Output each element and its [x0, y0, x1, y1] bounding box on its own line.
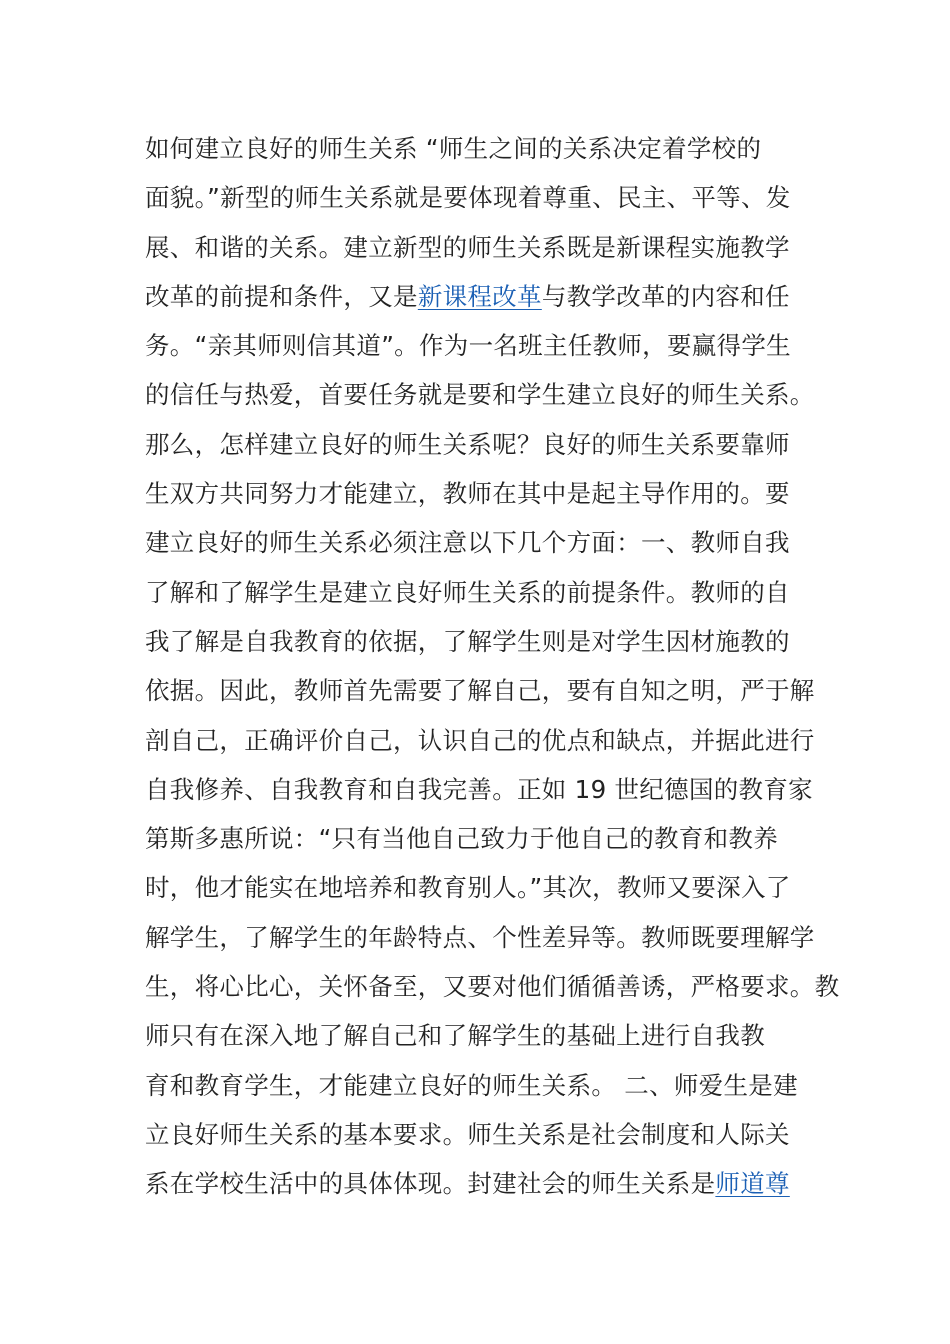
text-line: 立良好师生关系的基本要求。师生关系是社会制度和人际关: [145, 1119, 790, 1149]
text-line: 展、和谐的关系。建立新型的师生关系既是新课程实施教学: [145, 232, 790, 262]
text-line-with-link: [145, 272, 825, 321]
text-segment: 改革的前提和条件，又是: [145, 281, 418, 311]
text-segment: 系在学校生活中的具体体现。封建社会的师生关系是: [145, 1169, 716, 1199]
text-line: 面貌。”新型的师生关系就是要体现着尊重、民主、平等、发: [145, 183, 791, 213]
article-body: [145, 124, 840, 1209]
text-line: 的信任与热爱，首要任务就是要和学生建立良好的师生关系。: [145, 380, 815, 410]
text-line: 自我修养、自我教育和自我完善。正如 19 世纪德国的教育家: [145, 774, 813, 804]
text-line: 那么，怎样建立良好的师生关系呢？良好的师生关系要靠师: [145, 429, 790, 459]
text-line: 我了解是自我教育的依据，了解学生则是对学生因材施教的: [145, 626, 790, 656]
text-line: 师只有在深入地了解自己和了解学生的基础上进行自我教: [145, 1021, 765, 1051]
text-line: 时，他才能实在地培养和教育别人。”其次，教师又要深入了: [145, 873, 791, 903]
text-line: 育和教育学生，才能建立良好的师生关系。 二、师爱生是建: [145, 1070, 798, 1100]
teacher-dignity-link[interactable]: 师道尊: [715, 1169, 790, 1199]
text-line: 如何建立良好的师生关系 “师生之间的关系决定着学校的: [145, 134, 762, 163]
text-line: 了解和了解学生是建立良好师生关系的前提条件。教师的自: [145, 577, 790, 607]
text-line: 务。“亲其师则信其道”。作为一名班主任教师，要赢得学生: [145, 331, 791, 361]
text-line: 生，将心比心，关怀备至，又要对他们循循善诱，严格要求。教: [145, 972, 840, 1002]
text-line: 生双方共同努力才能建立，教师在其中是起主导作用的。要: [145, 479, 790, 509]
text-line: 依据。因此，教师首先需要了解自己，要有自知之明，严于解: [145, 676, 815, 706]
text-line: 剖自己，正确评价自己，认识自己的优点和缺点，并据此进行: [145, 725, 815, 755]
text-segment: 与教学改革的内容和任: [541, 281, 790, 311]
text-line: 建立良好的师生关系必须注意以下几个方面：一、教师自我: [145, 528, 790, 558]
new-curriculum-reform-link[interactable]: 新课程改革: [417, 281, 542, 311]
text-line: 解学生，了解学生的年龄特点、个性差异等。教师既要理解学: [145, 922, 815, 952]
text-line: 第斯多惠所说：“只有当他自己致力于他自己的教育和教养: [145, 824, 778, 854]
text-line-with-link: [145, 1159, 825, 1208]
